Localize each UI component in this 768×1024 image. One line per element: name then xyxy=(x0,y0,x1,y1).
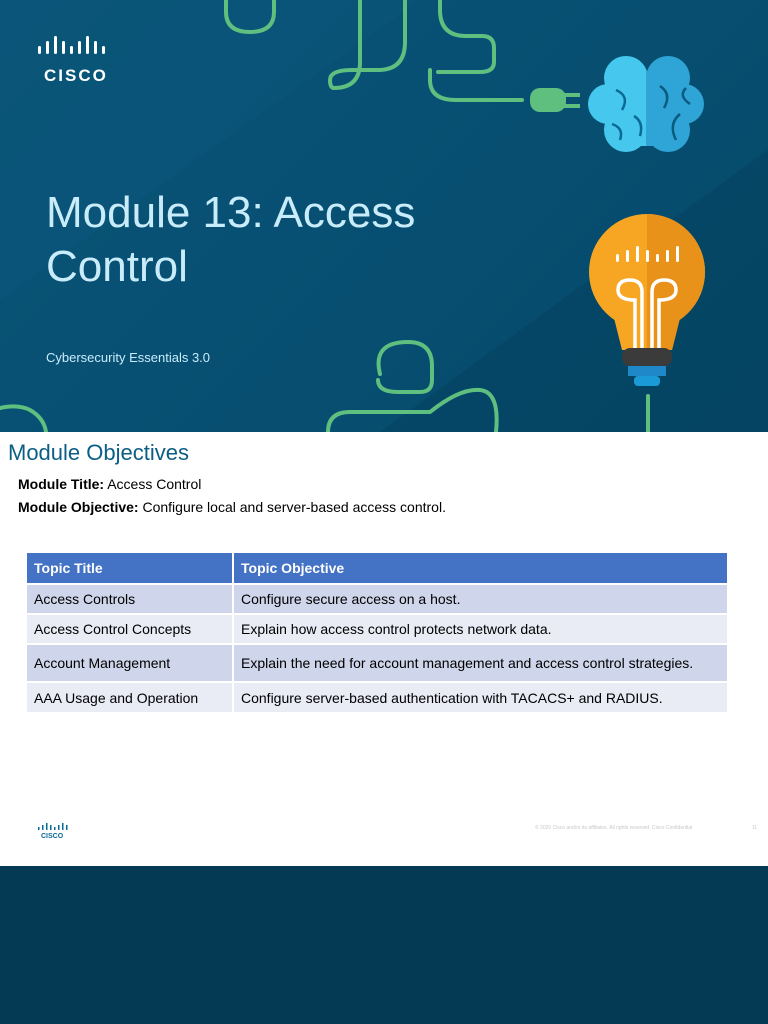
module-title-line xyxy=(18,476,201,492)
page-number: 11 xyxy=(752,825,758,831)
cover-title-line2: Control xyxy=(46,242,188,291)
cover-title-line1: Module 13: Access xyxy=(46,188,416,237)
bottom-background xyxy=(0,866,768,1024)
footer-copyright: © 2020 Cisco and/or its affiliates. All rights reserved. Cisco Confidential xyxy=(535,825,693,831)
table-row xyxy=(27,614,728,644)
topic-title-cell: Access Control Concepts xyxy=(27,614,233,644)
module-objective-line xyxy=(18,499,446,515)
light-bulb-icon xyxy=(589,214,705,386)
topic-title-cell: Access Controls xyxy=(27,584,233,614)
topic-objective-cell: Explain how access control protects network data. xyxy=(233,614,728,644)
cover-illustration xyxy=(0,0,768,432)
cisco-logo-wordmark: CISCO xyxy=(44,66,108,85)
header-topic-title: Topic Title xyxy=(27,553,233,584)
module-title-value: Access Control xyxy=(107,476,202,492)
footer-logo-text: CISCO xyxy=(41,833,64,839)
circuit-lines-icon xyxy=(0,0,648,432)
topic-objective-cell: Explain the need for account management and access control strategies. xyxy=(233,644,728,682)
table-row xyxy=(27,584,728,614)
topics-table xyxy=(27,553,729,712)
cover-slide xyxy=(0,0,768,432)
footer-cisco-logo xyxy=(37,823,71,844)
table-row xyxy=(27,644,728,682)
objectives-heading: Module Objectives xyxy=(8,440,189,465)
plug-icon xyxy=(530,88,580,112)
header-topic-objective: Topic Objective xyxy=(233,553,728,584)
topic-title-cell: AAA Usage and Operation xyxy=(27,682,233,712)
table-header-row xyxy=(27,553,728,584)
topic-objective-cell: Configure secure access on a host. xyxy=(233,584,728,614)
topic-objective-cell: Configure server-based authentication with TACACS+ and RADIUS. xyxy=(233,682,728,712)
table-row xyxy=(27,682,728,712)
brain-icon xyxy=(588,56,704,152)
topic-title-cell: Account Management xyxy=(27,644,233,682)
module-objective-value: Configure local and server-based access control. xyxy=(142,499,446,515)
module-title-label: Module Title: xyxy=(18,476,105,492)
module-objective-label: Module Objective: xyxy=(18,499,139,515)
objectives-slide xyxy=(0,432,768,866)
footer-cisco-logo-icon xyxy=(37,823,71,839)
cover-subtitle: Cybersecurity Essentials 3.0 xyxy=(46,350,211,365)
